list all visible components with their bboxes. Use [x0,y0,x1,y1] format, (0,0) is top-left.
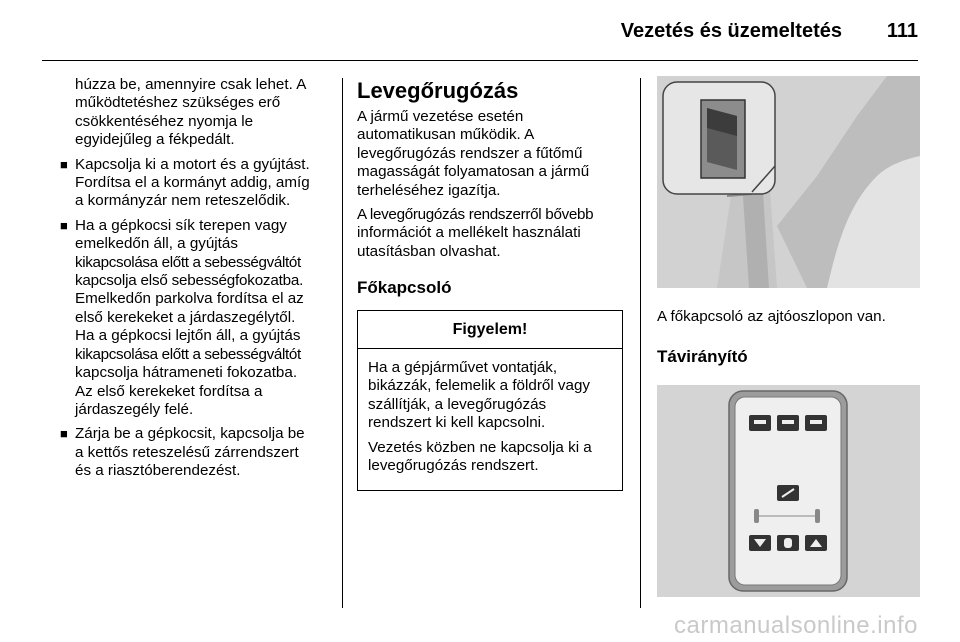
column-divider-right [640,78,641,608]
remote-control-illustration [657,385,920,597]
bullet-item: ■ Kapcsolja ki a motort és a gyújtást. Fordítsa el a kormányt addig, amíg a kormányzár nem reteszelődik. [60,155,310,210]
column-3 [657,76,920,601]
figure-caption: A főkapcsoló az ajtóoszlopon van. [657,308,886,325]
bullet-square-icon: ■ [60,217,68,233]
bullet-item: ■ Zárja be a gépkocsit, kapcsolja be a kettős reteszelésű zárrendszert és a riasztóberendezést. [60,425,305,480]
bullet-square-icon: ■ [60,426,68,442]
column-divider-left [342,78,343,608]
main-switch-illustration [657,76,920,288]
paragraph: A jármű vezetése esetén automatikusan működik. A levegőrugózás rendszer a fűtőmű magasságát folyamatosan a jármű terheléséhez igazítja. [357,108,590,199]
page-title: Vezetés és üzemeltetés [620,20,842,42]
bullet-square-icon: ■ [60,156,68,172]
control-buttons [749,535,827,551]
warning-body: Ha a gépjárművet vontatják, bikázzák, felemelik a földről vagy szállítják, a levegőrugózás rendszert ki kell kapcsolni. Vezetés közben ne kapcsolja ki a levegőrugózás rendszert. [368,359,592,475]
column-1 [60,76,328,481]
subsection-heading: Főkapcsoló [357,278,452,298]
column-2 [357,78,625,491]
watermark: carmanualsonline.info [674,612,918,639]
warning-box [357,310,623,491]
intro-paragraph: húzza be, amennyire csak lehet. A működtetéshez szükséges erő csökkentéséhez nyomja le egyidejűleg a fékpedált. [75,76,307,149]
bullet-item: ■ Ha a gépkocsi sík terepen vagy emelkedőn áll, a gyújtás kikapcsolása előtt a sebességváltót kapcsolja első sebességfokozatba. Emelkedőn parkolva fordítsa el az első kerekeket a járdaszegélytől. [60,216,304,326]
page-number: 111 [886,20,918,42]
hand-stop-icon [784,538,792,548]
preset-buttons [749,415,827,431]
page-header [0,0,960,60]
header-divider [42,60,918,61]
section-heading: Levegőrugózás [357,78,519,103]
paragraph: A levegőrugózás rendszerről bővebb információt a mellékelt használati utasításban olvashat. [357,206,594,260]
subsection-heading: Távirányító [657,347,748,366]
warning-title: Figyelem! [358,311,622,349]
sub-paragraph: Ha a gépkocsi lejtőn áll, a gyújtás kikapcsolása előtt a sebességváltót kapcsolja hátrameneti fokozatba. Az első kerekeket fordítsa a járdaszegély felé. [75,327,301,418]
